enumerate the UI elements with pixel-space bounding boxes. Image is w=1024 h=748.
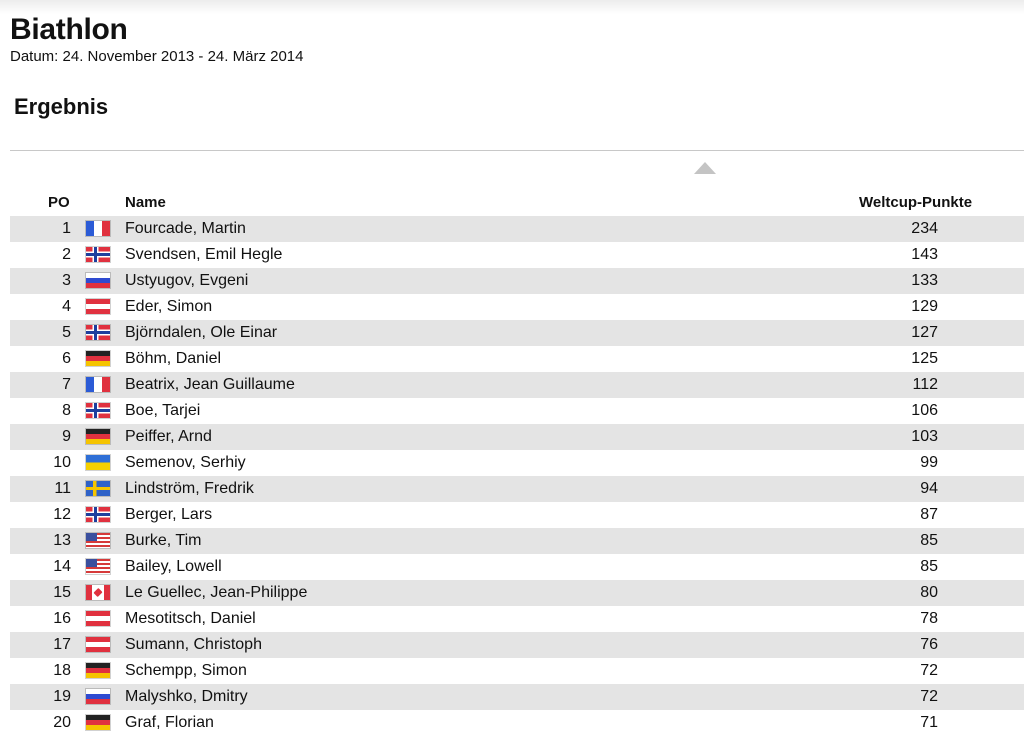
table-row[interactable]	[10, 580, 1024, 606]
row-position: 7	[62, 376, 71, 393]
world-cup-points: 129	[911, 298, 938, 315]
table-row[interactable]	[10, 320, 1024, 346]
table-row[interactable]	[10, 502, 1024, 528]
athlete-name[interactable]: Le Guellec, Jean-Philippe	[125, 584, 308, 601]
world-cup-points: 72	[920, 662, 938, 679]
athlete-name[interactable]: Beatrix, Jean Guillaume	[125, 376, 295, 393]
world-cup-points: 127	[911, 324, 938, 341]
row-position: 18	[53, 662, 71, 679]
table-row[interactable]	[10, 658, 1024, 684]
flag-ger-icon	[86, 663, 110, 678]
world-cup-points: 71	[920, 714, 938, 731]
flag-ger-icon	[86, 429, 110, 444]
world-cup-points: 234	[911, 220, 938, 237]
results-table	[10, 216, 1024, 736]
row-position: 15	[53, 584, 71, 601]
table-row[interactable]	[10, 632, 1024, 658]
row-position: 3	[62, 272, 71, 289]
table-row[interactable]	[10, 476, 1024, 502]
page-title: Biathlon	[10, 13, 128, 46]
world-cup-points: 87	[920, 506, 938, 523]
row-position: 2	[62, 246, 71, 263]
flag-rus-icon	[86, 689, 110, 704]
flag-rus-icon	[86, 273, 110, 288]
row-position: 6	[62, 350, 71, 367]
athlete-name[interactable]: Berger, Lars	[125, 506, 213, 523]
table-row[interactable]	[10, 424, 1024, 450]
flag-fra-icon	[86, 221, 110, 236]
world-cup-points: 72	[920, 688, 938, 705]
flag-aut-icon	[86, 299, 110, 314]
table-row[interactable]	[10, 528, 1024, 554]
row-position: 5	[62, 324, 71, 341]
flag-nor-icon	[86, 403, 110, 418]
athlete-name[interactable]: Burke, Tim	[125, 532, 202, 549]
flag-ger-icon	[86, 715, 110, 730]
row-position: 4	[62, 298, 71, 315]
world-cup-points: 76	[920, 636, 938, 653]
table-row[interactable]	[10, 268, 1024, 294]
row-position: 11	[54, 480, 71, 497]
flag-nor-icon	[86, 325, 110, 340]
world-cup-points: 103	[911, 428, 938, 445]
world-cup-points: 78	[920, 610, 938, 627]
world-cup-points: 133	[911, 272, 938, 289]
top-shadow	[0, 0, 1024, 14]
flag-swe-icon	[86, 481, 110, 496]
row-position: 1	[62, 220, 71, 237]
date-range: Datum: 24. November 2013 - 24. März 2014	[10, 48, 304, 65]
row-position: 16	[53, 610, 71, 627]
world-cup-points: 143	[911, 246, 938, 263]
world-cup-points: 106	[911, 402, 938, 419]
athlete-name[interactable]: Malyshko, Dmitry	[125, 688, 248, 705]
athlete-name[interactable]: Sumann, Christoph	[125, 636, 262, 653]
athlete-name[interactable]: Böhm, Daniel	[125, 350, 222, 367]
row-position: 17	[53, 636, 71, 653]
flag-ukr-icon	[86, 455, 110, 470]
world-cup-points: 85	[920, 532, 938, 549]
table-row[interactable]	[10, 242, 1024, 268]
athlete-name[interactable]: Fourcade, Martin	[125, 220, 246, 237]
athlete-name[interactable]: Lindström, Fredrik	[125, 480, 254, 497]
athlete-name[interactable]: Eder, Simon	[125, 298, 213, 315]
row-position: 8	[62, 402, 71, 419]
table-row[interactable]	[10, 684, 1024, 710]
table-row[interactable]	[10, 216, 1024, 242]
athlete-name[interactable]: Ustyugov, Evgeni	[125, 272, 249, 289]
table-row[interactable]	[10, 372, 1024, 398]
column-header-pos[interactable]: PO	[48, 194, 70, 211]
flag-ger-icon	[86, 351, 110, 366]
table-row[interactable]	[10, 398, 1024, 424]
row-position: 10	[53, 454, 71, 471]
row-position: 14	[53, 558, 71, 575]
flag-nor-icon	[86, 247, 110, 262]
flag-can-icon	[86, 585, 110, 600]
column-header-points[interactable]: Weltcup-Punkte	[859, 194, 973, 211]
world-cup-points: 99	[920, 454, 938, 471]
flag-fra-icon	[86, 377, 110, 392]
table-header	[10, 190, 1024, 214]
flag-aut-icon	[86, 637, 110, 652]
athlete-name[interactable]: Schempp, Simon	[125, 662, 247, 679]
table-row[interactable]	[10, 294, 1024, 320]
table-row[interactable]	[10, 346, 1024, 372]
row-position: 20	[53, 714, 71, 731]
athlete-name[interactable]: Semenov, Serhiy	[125, 454, 246, 471]
divider	[10, 150, 1024, 151]
flag-usa-icon	[86, 533, 110, 548]
world-cup-points: 125	[911, 350, 938, 367]
athlete-name[interactable]: Mesotitsch, Daniel	[125, 610, 256, 627]
athlete-name[interactable]: Svendsen, Emil Hegle	[125, 246, 283, 263]
row-position: 13	[53, 532, 71, 549]
table-row[interactable]	[10, 554, 1024, 580]
athlete-name[interactable]: Björndalen, Ole Einar	[125, 324, 278, 341]
world-cup-points: 85	[920, 558, 938, 575]
world-cup-points: 80	[920, 584, 938, 601]
row-position: 19	[53, 688, 71, 705]
flag-usa-icon	[86, 559, 110, 574]
table-row[interactable]	[10, 710, 1024, 736]
flag-aut-icon	[86, 611, 110, 626]
row-position: 12	[53, 506, 71, 523]
athlete-name[interactable]: Graf, Florian	[125, 714, 214, 731]
athlete-name[interactable]: Boe, Tarjei	[125, 402, 201, 419]
column-header-name[interactable]: Name	[125, 194, 166, 211]
world-cup-points: 94	[920, 480, 938, 497]
athlete-name[interactable]: Bailey, Lowell	[125, 558, 222, 575]
athlete-name[interactable]: Peiffer, Arnd	[125, 428, 212, 445]
row-position: 9	[62, 428, 71, 445]
flag-nor-icon	[86, 507, 110, 522]
world-cup-points: 112	[912, 376, 938, 393]
table-row[interactable]	[10, 450, 1024, 476]
table-row[interactable]	[10, 606, 1024, 632]
sort-up-arrow-icon[interactable]	[694, 162, 716, 174]
section-title: Ergebnis	[14, 94, 109, 119]
